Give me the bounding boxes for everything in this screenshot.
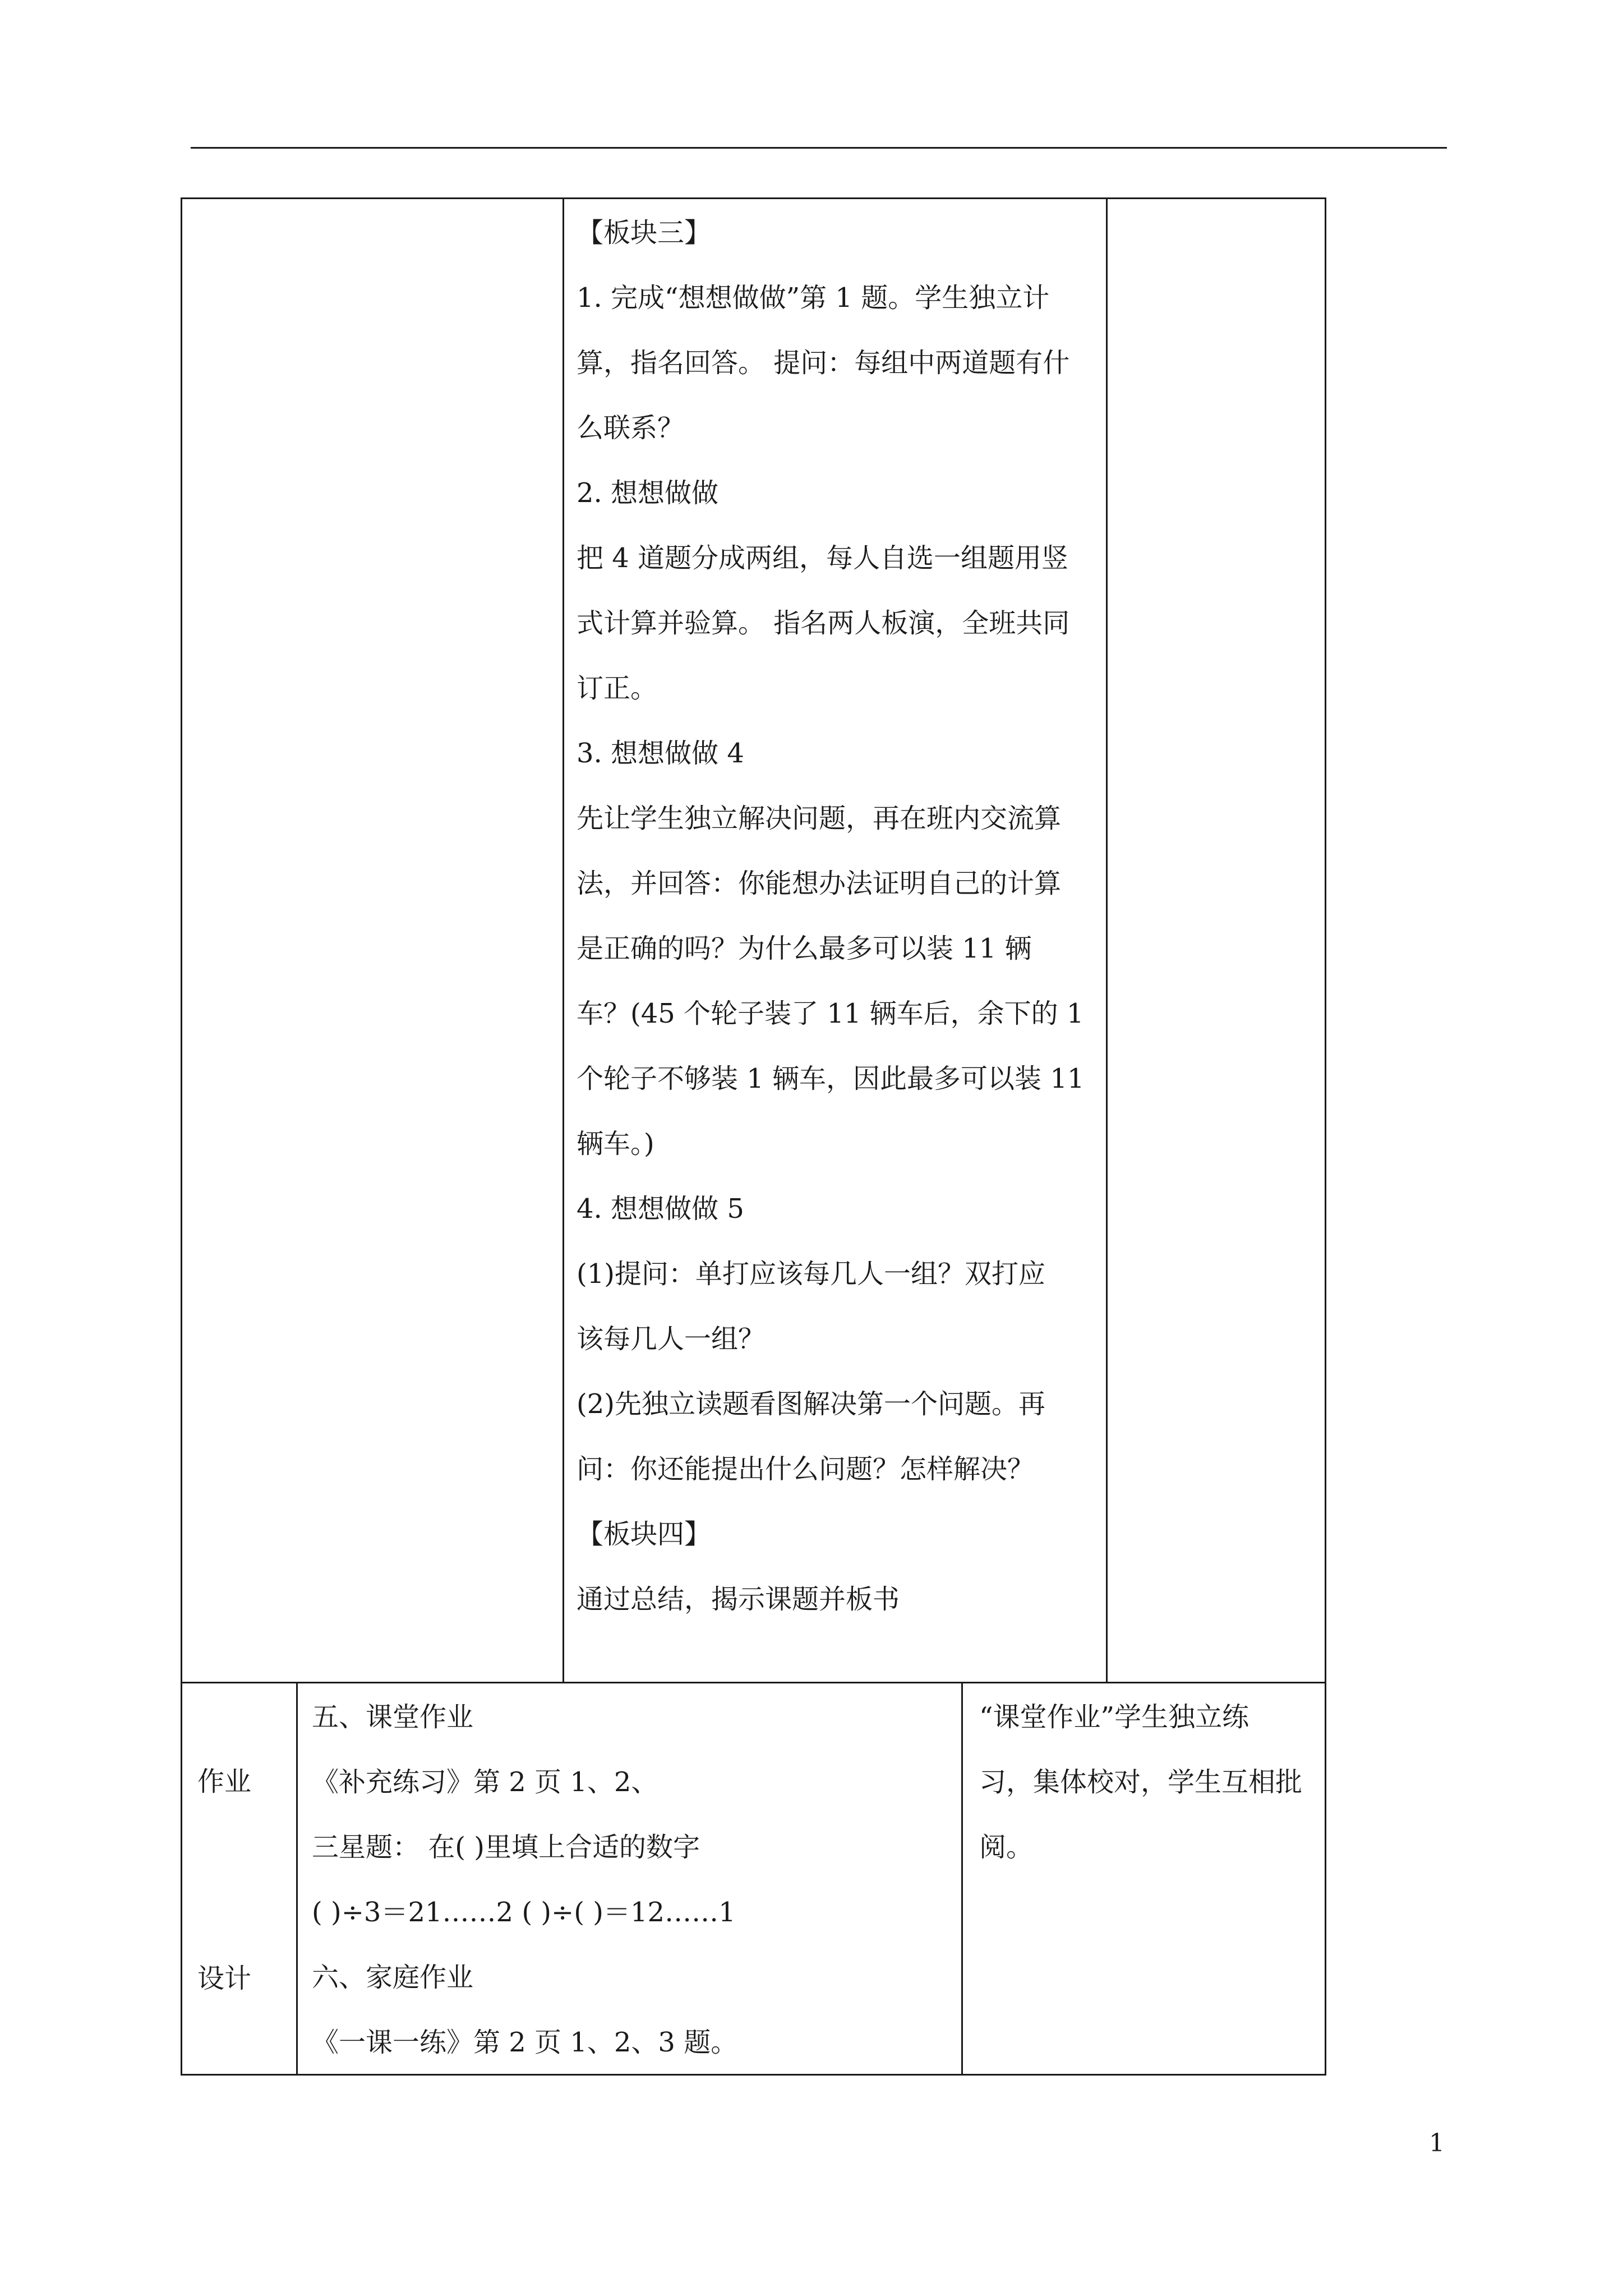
text-line: 3. 想想做做 4 bbox=[577, 738, 744, 769]
text-line: 【板块四】 bbox=[577, 1519, 712, 1550]
text-line: 个轮子不够装 1 辆车，因此最多可以装 11 bbox=[577, 1063, 1085, 1094]
text-line: “课堂作业”学生独立练 bbox=[979, 1701, 1249, 1733]
text-line: (2)先独立读题看图解决第一个问题。再 bbox=[577, 1388, 1045, 1420]
upper-divider-left bbox=[562, 197, 564, 1683]
lower-divider-left bbox=[296, 1682, 298, 2076]
text-line: 式计算并验算。 指名两人板演，全班共同 bbox=[577, 608, 1070, 639]
text-line: 1. 完成“想想做做”第 1 题。学生独立计 bbox=[577, 282, 1050, 314]
text-line: 阅。 bbox=[979, 1832, 1034, 1863]
text-line: 法，并回答：你能想办法证明自己的计算 bbox=[577, 868, 1062, 899]
text-line: 订正。 bbox=[577, 673, 658, 704]
text-line: 五、课堂作业 bbox=[312, 1701, 474, 1733]
text-line: 把 4 道题分成两组，每人自选一组题用竖 bbox=[577, 542, 1069, 574]
homework-note-cell bbox=[979, 1685, 1302, 1880]
text-line: 么联系？ bbox=[577, 412, 685, 444]
homework-label-top: 作业 bbox=[197, 1766, 252, 1797]
text-line: ( )÷3＝21……2 ( )÷( )＝12……1 bbox=[312, 1897, 736, 1928]
homework-content-cell bbox=[312, 1685, 737, 2075]
teaching-steps-cell bbox=[577, 200, 1084, 1632]
section-divider bbox=[181, 1682, 1326, 1683]
text-line: 习，集体校对，学生互相批 bbox=[979, 1766, 1303, 1798]
upper-divider-right bbox=[1106, 197, 1108, 1683]
text-line: 该每几人一组？ bbox=[577, 1323, 766, 1355]
text-line: 【板块三】 bbox=[577, 217, 712, 249]
text-line: 三星题： 在( )里填上合适的数字 bbox=[312, 1832, 700, 1863]
header-rule bbox=[191, 147, 1447, 149]
text-line: 六、家庭作业 bbox=[312, 1962, 474, 1993]
text-line: 车？(45 个轮子装了 11 辆车后，余下的 1 bbox=[577, 998, 1084, 1029]
text-line: 辆车。) bbox=[577, 1128, 654, 1159]
text-line: 通过总结，揭示课题并板书 bbox=[577, 1584, 900, 1615]
text-line: 是正确的吗？为什么最多可以装 11 辆 bbox=[577, 933, 1032, 964]
text-line: 算，指名回答。 提问：每组中两道题有什 bbox=[577, 347, 1070, 379]
text-line: 4. 想想做做 5 bbox=[577, 1193, 744, 1225]
text-line: 先让学生独立解决问题，再在班内交流算 bbox=[577, 803, 1062, 834]
text-line: 《一课一练》第 2 页 1、2、3 题。 bbox=[312, 2027, 738, 2058]
lower-divider-right bbox=[961, 1682, 963, 2076]
text-line: 《补充练习》第 2 页 1、2、 bbox=[312, 1766, 658, 1798]
text-line: 2. 想想做做 bbox=[577, 477, 719, 509]
text-line: 问：你还能提出什么问题？怎样解决？ bbox=[577, 1453, 1035, 1485]
page-number: 1 bbox=[1429, 2129, 1445, 2157]
text-line: (1)提问：单打应该每几人一组？双打应 bbox=[577, 1258, 1045, 1290]
homework-label-bottom: 设计 bbox=[197, 1963, 252, 1994]
